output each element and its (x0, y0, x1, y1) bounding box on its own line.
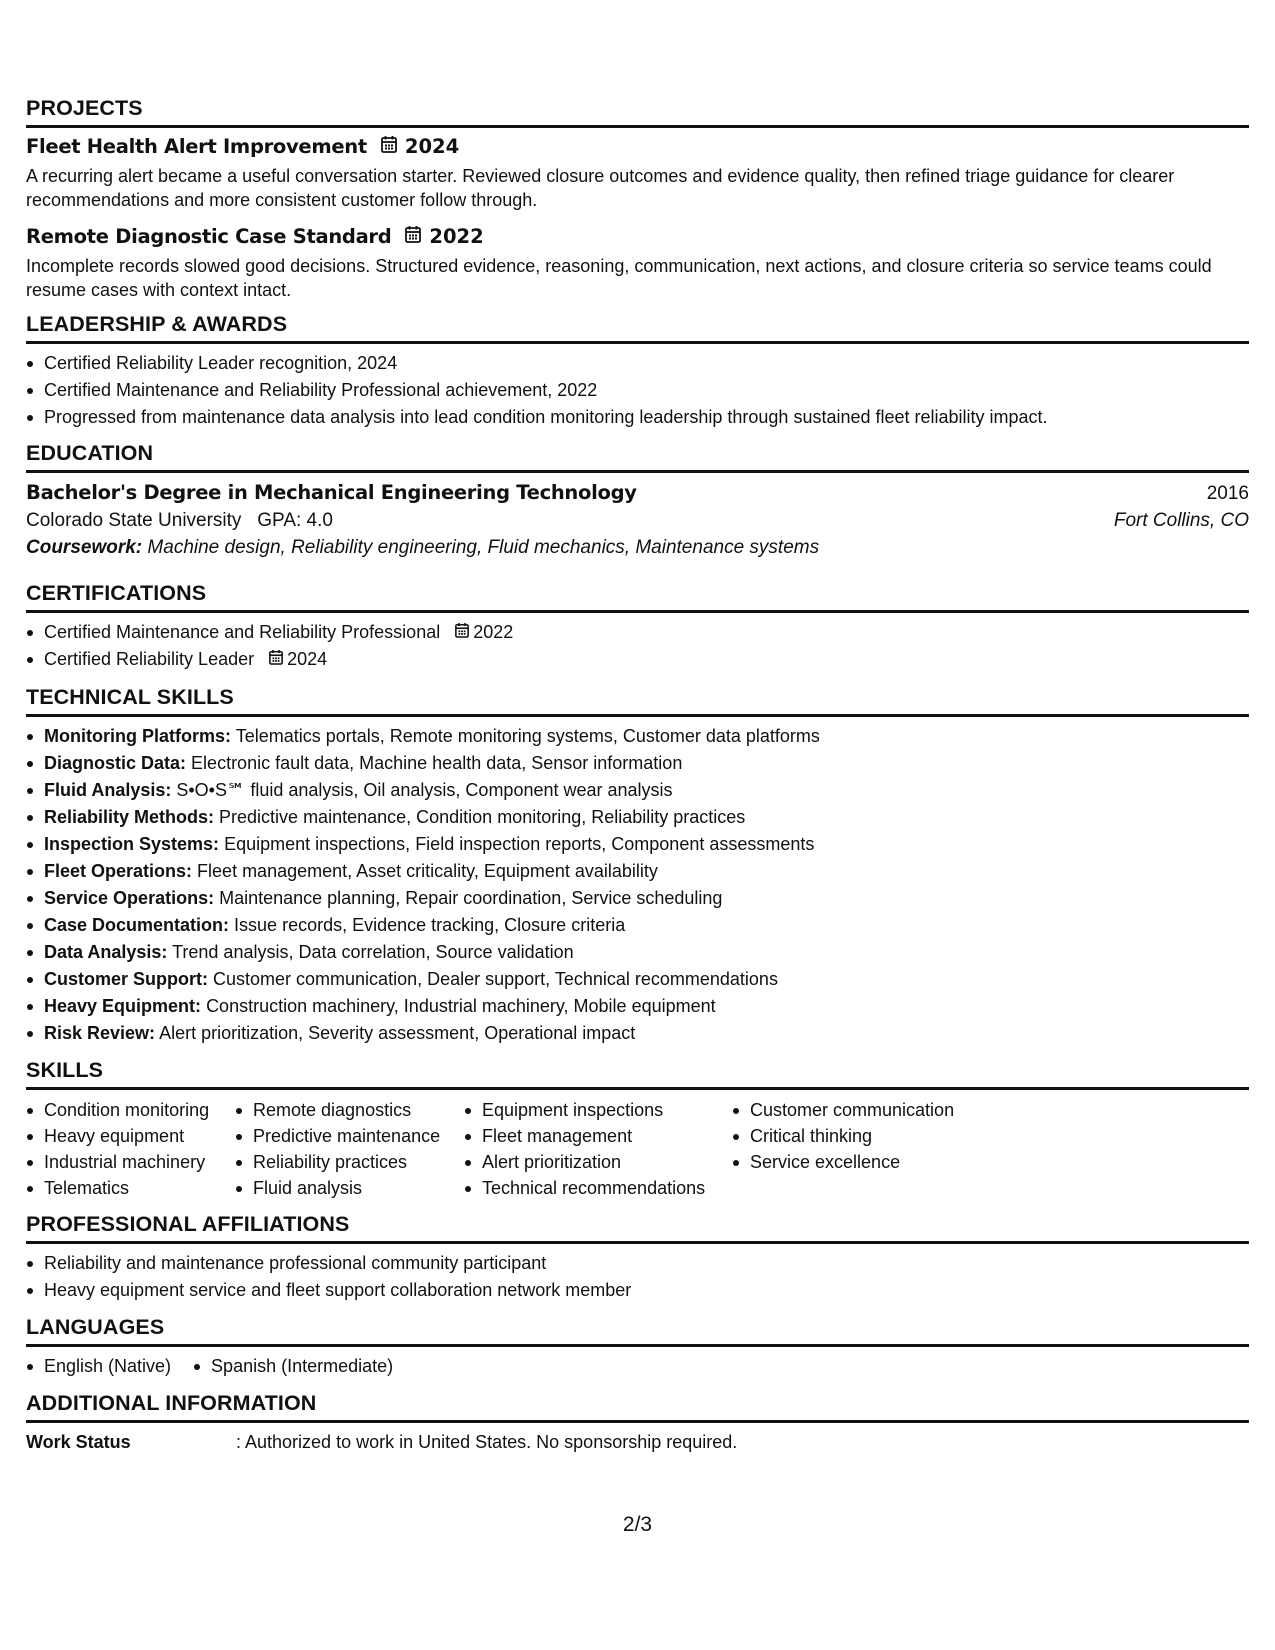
list-item (26, 804, 1249, 831)
list-item: Certified Reliability Leader recognition, 2024 (26, 350, 1249, 377)
list-item (26, 885, 1249, 912)
section-title-languages: LANGUAGES (26, 1315, 1249, 1347)
degree-title: Bachelor's Degree in Mechanical Engineering Technology (26, 481, 637, 504)
info-label: Work Status (26, 1432, 131, 1452)
list-item: Certified Maintenance and Reliability Professional achievement, 2022 (26, 377, 1249, 404)
list-item: Condition monitoring (26, 1097, 235, 1123)
skill-category: Diagnostic Data: (44, 753, 187, 773)
skill-values: Trend analysis, Data correlation, Source validation (172, 942, 574, 962)
list-item (26, 646, 1249, 673)
skill-values: Fleet management, Asset criticality, Equipment availability (197, 861, 658, 881)
technical-skills-section (26, 685, 1249, 1047)
info-value: : Authorized to work in United States. No sponsorship required. (236, 1432, 738, 1452)
list-item (26, 777, 1249, 804)
project-year: 2022 (429, 225, 484, 248)
skill-category: Monitoring Platforms: (44, 726, 231, 746)
list-item: Reliability practices (235, 1149, 464, 1175)
list-item (26, 750, 1249, 777)
section-title-certifications: CERTIFICATIONS (26, 581, 1249, 613)
project-description: A recurring alert became a useful conversation starter. Reviewed closure outcomes and evidence quality, then refined triage guidance for clearer recommendations and more consistent customer follow through. (26, 166, 1175, 210)
list-item (26, 966, 1249, 993)
list-item (26, 912, 1249, 939)
list-item (26, 831, 1249, 858)
skill-category: Risk Review: (44, 1023, 156, 1043)
school-name: Colorado State University (26, 510, 242, 531)
additional-info-section (26, 1391, 1249, 1456)
gpa: GPA: 4.0 (257, 510, 333, 531)
certifications-list (26, 619, 1249, 673)
skill-category: Inspection Systems: (44, 834, 220, 854)
skill-values: S•O•S℠ fluid analysis, Oil analysis, Component wear analysis (176, 780, 673, 800)
list-item: Industrial machinery (26, 1149, 235, 1175)
list-item: Spanish (Intermediate) (193, 1353, 393, 1380)
calendar-icon (455, 619, 469, 646)
affiliations-list (26, 1250, 1249, 1304)
cert-year: 2024 (287, 649, 328, 669)
resume-page (26, 96, 1249, 1456)
info-row (26, 1429, 1249, 1456)
list-item: Customer communication (732, 1097, 954, 1123)
list-item (26, 858, 1249, 885)
skills-column (464, 1097, 732, 1201)
languages-section (26, 1315, 1249, 1380)
coursework-list: Machine design, Reliability engineering, Fluid mechanics, Maintenance systems (147, 537, 820, 558)
affiliations-section (26, 1212, 1249, 1304)
section-title-affiliations: PROFESSIONAL AFFILIATIONS (26, 1212, 1249, 1244)
skill-values: Issue records, Evidence tracking, Closure criteria (234, 915, 626, 935)
skills-column (26, 1097, 235, 1201)
skill-values: Predictive maintenance, Condition monitoring, Reliability practices (219, 807, 746, 827)
calendar-icon (405, 225, 421, 248)
skill-category: Fluid Analysis: (44, 780, 172, 800)
list-item: Fleet management (464, 1123, 732, 1149)
skill-category: Fleet Operations: (44, 861, 193, 881)
skill-values: Alert prioritization, Severity assessment, Operational impact (159, 1023, 636, 1043)
section-title-leadership: LEADERSHIP & AWARDS (26, 312, 1249, 344)
page-number: 2/3 (622, 1513, 653, 1536)
skills-column (732, 1097, 954, 1201)
list-item (26, 619, 1249, 646)
calendar-icon (381, 135, 397, 158)
skill-category: Data Analysis: (44, 942, 168, 962)
list-item: English (Native) (26, 1353, 171, 1380)
skill-category: Service Operations: (44, 888, 215, 908)
calendar-icon (269, 646, 283, 673)
list-item (26, 1020, 1249, 1047)
section-title-additional-info: ADDITIONAL INFORMATION (26, 1391, 1249, 1423)
coursework (26, 537, 1249, 559)
list-item: Heavy equipment (26, 1123, 235, 1149)
project-title: Fleet Health Alert Improvement (26, 135, 367, 158)
leadership-list (26, 350, 1249, 431)
skills-grid (26, 1097, 1249, 1201)
skill-category: Customer Support: (44, 969, 208, 989)
skill-category: Case Documentation: (44, 915, 230, 935)
list-item: Technical recommendations (464, 1175, 732, 1201)
list-item: Equipment inspections (464, 1097, 732, 1123)
leadership-section (26, 312, 1249, 431)
school-location: Fort Collins, CO (1113, 510, 1249, 531)
technical-skills-list (26, 723, 1249, 1047)
skill-values: Maintenance planning, Repair coordination, Service scheduling (219, 888, 723, 908)
list-item (26, 993, 1249, 1020)
project-description: Incomplete records slowed good decisions. Structured evidence, reasoning, communication, next actions, and closure criteria so service teams could resume cases with context intact. (26, 256, 1212, 300)
education-section (26, 441, 1249, 559)
skill-values: Telematics portals, Remote monitoring systems, Customer data platforms (235, 726, 820, 746)
cert-year: 2022 (473, 622, 514, 642)
section-title-projects: PROJECTS (26, 96, 1249, 128)
list-item: Predictive maintenance (235, 1123, 464, 1149)
list-item: Telematics (26, 1175, 235, 1201)
section-title-technical-skills: TECHNICAL SKILLS (26, 685, 1249, 717)
skills-section (26, 1058, 1249, 1201)
section-title-skills: SKILLS (26, 1058, 1249, 1090)
languages-list (26, 1353, 1249, 1380)
coursework-label: Coursework: (26, 537, 143, 558)
list-item (26, 939, 1249, 966)
skill-values: Electronic fault data, Machine health data, Sensor information (191, 753, 683, 773)
list-item: Progressed from maintenance data analysis into lead condition monitoring leadership through sustained fleet reliability impact. (26, 404, 1249, 431)
list-item: Remote diagnostics (235, 1097, 464, 1123)
list-item: Critical thinking (732, 1123, 954, 1149)
skill-values: Equipment inspections, Field inspection reports, Component assessments (224, 834, 815, 854)
project-title: Remote Diagnostic Case Standard (26, 225, 392, 248)
skills-column (235, 1097, 464, 1201)
list-item: Fluid analysis (235, 1175, 464, 1201)
list-item: Reliability and maintenance professional community participant (26, 1250, 1249, 1277)
project-item (26, 135, 1249, 212)
project-item (26, 225, 1249, 302)
skill-category: Reliability Methods: (44, 807, 215, 827)
skill-category: Heavy Equipment: (44, 996, 202, 1016)
project-year: 2024 (404, 135, 460, 158)
cert-name: Certified Maintenance and Reliability Professional (44, 622, 441, 642)
skill-values: Construction machinery, Industrial machinery, Mobile equipment (206, 996, 716, 1016)
degree-year: 2016 (1206, 483, 1249, 504)
list-item: Alert prioritization (464, 1149, 732, 1175)
projects-section (26, 96, 1249, 302)
list-item (26, 723, 1249, 750)
certifications-section (26, 581, 1249, 673)
list-item: Service excellence (732, 1149, 954, 1175)
skill-values: Customer communication, Dealer support, Technical recommendations (213, 969, 778, 989)
cert-name: Certified Reliability Leader (44, 649, 255, 669)
section-title-education: EDUCATION (26, 441, 1249, 473)
list-item: Heavy equipment service and fleet support collaboration network member (26, 1277, 1249, 1304)
